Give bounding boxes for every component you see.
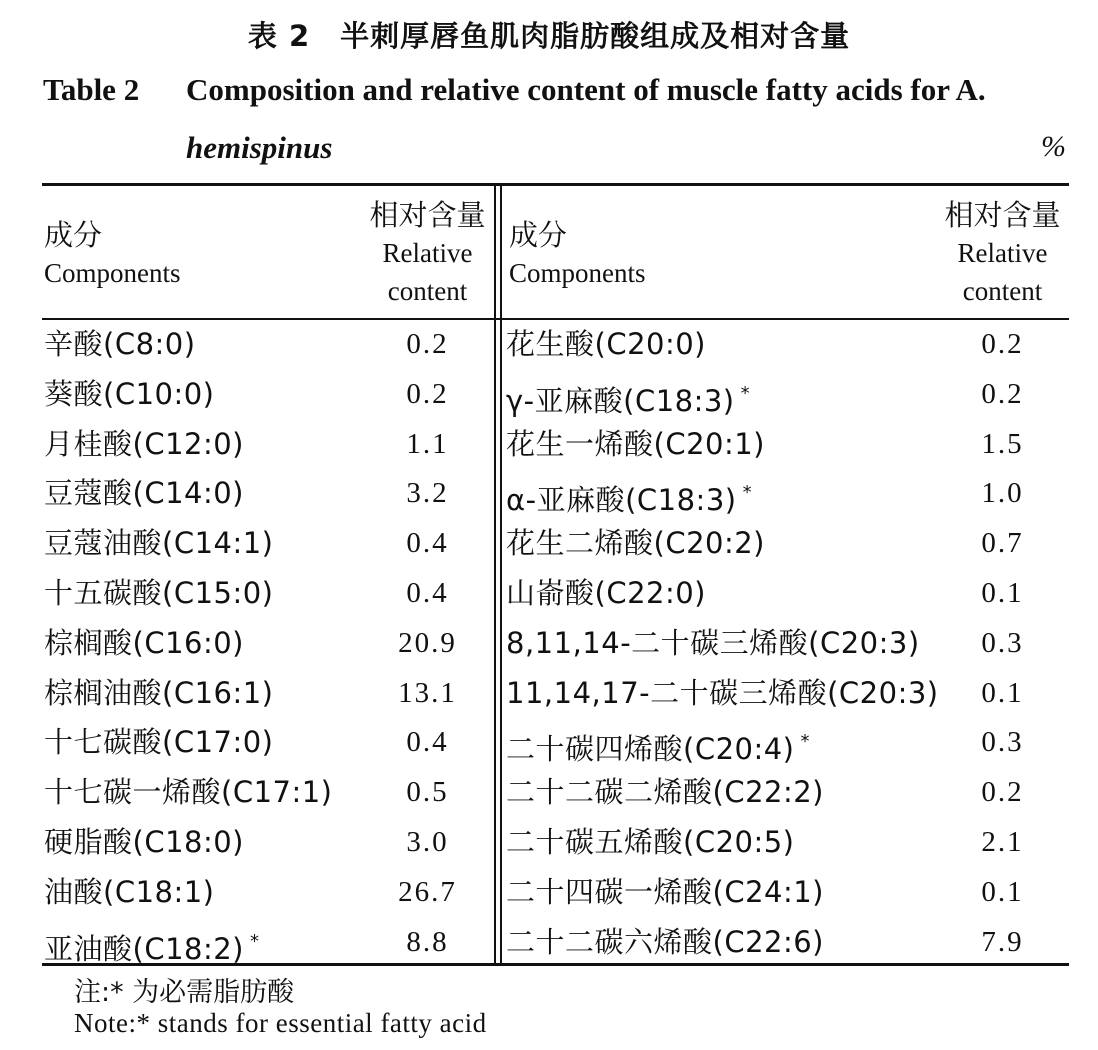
value-text: 0.2 [406, 328, 449, 360]
component-name-left [44, 916, 260, 975]
component-name-right [506, 816, 795, 868]
value-text: 2.1 [981, 825, 1024, 858]
relative-content-right [935, 866, 1070, 918]
relative-content-right [935, 318, 1070, 370]
component-text: 棕榈油酸(C16:1) [44, 675, 274, 710]
component-name-left [44, 667, 274, 719]
header-comp-en: Components [44, 258, 181, 288]
value-text: 0.7 [981, 527, 1024, 560]
header-value-left [360, 196, 495, 310]
value-text: 3.2 [406, 477, 449, 510]
relative-content-right [935, 567, 1070, 619]
component-text: 豆蔻酸(C14:0) [44, 476, 244, 511]
relative-content-left [360, 667, 495, 719]
relative-content-left [360, 766, 495, 818]
relative-content-left [360, 318, 495, 370]
component-text: 二十四碳一烯酸(C24:1) [506, 874, 824, 909]
component-text: 硬脂酸(C18:0) [44, 824, 244, 859]
note-cn: 注:* 为必需脂肪酸 [74, 977, 295, 1008]
table-row [0, 567, 1098, 617]
component-text: 月桂酸(C12:0) [44, 426, 244, 461]
component-name-right [506, 667, 939, 719]
table-row [0, 318, 1098, 368]
table-row [0, 368, 1098, 418]
component-text: 二十碳四烯酸(C20:4) [506, 732, 795, 767]
value-text: 0.3 [981, 626, 1024, 659]
table-title-cn: 表 2 半刺厚唇鱼肌肉脂肪酸组成及相对含量 [247, 19, 851, 53]
component-name-right [506, 567, 706, 619]
header-comp-cn: 成分 [509, 218, 568, 252]
table-row [0, 517, 1098, 567]
component-text: 亚油酸(C18:2) [44, 931, 244, 966]
relative-content-right [935, 418, 1070, 470]
relative-content-left [360, 467, 495, 519]
component-name-right [506, 916, 824, 968]
table-row [0, 667, 1098, 717]
value-text: 20.9 [398, 626, 457, 659]
component-name-left [44, 517, 274, 569]
table-row [0, 816, 1098, 866]
component-text: 葵酸(C10:0) [44, 376, 215, 411]
value-text: 0.3 [981, 726, 1024, 759]
value-text: 0.1 [981, 676, 1024, 709]
value-text: 8.8 [406, 925, 449, 958]
component-name-right [506, 318, 706, 370]
table-row [0, 467, 1098, 517]
component-text: 花生二烯酸(C20:2) [506, 526, 765, 561]
table-row [0, 716, 1098, 766]
component-text: α-亚麻酸(C18:3) [506, 483, 737, 518]
top-rule [42, 183, 1069, 186]
component-text: 花生一烯酸(C20:1) [506, 426, 765, 461]
table-title-en-line1: Composition and relative content of muscle fatty acids for A. [186, 72, 986, 107]
relative-content-left [360, 368, 495, 420]
relative-content-left [360, 617, 495, 669]
value-text: 0.2 [981, 328, 1024, 360]
component-text: 豆蔻油酸(C14:1) [44, 526, 274, 561]
component-name-left [44, 866, 215, 918]
component-name-left [44, 368, 215, 420]
header-val-cn: 相对含量 [944, 198, 1061, 232]
component-name-left [44, 418, 244, 470]
component-name-left [44, 816, 244, 868]
component-name-left [44, 766, 333, 818]
value-text: 0.2 [981, 776, 1024, 809]
component-name-left [44, 318, 196, 370]
table-row [0, 866, 1098, 916]
table-body [0, 318, 1098, 965]
table-title-en [43, 72, 1063, 108]
header-components-left [44, 216, 181, 292]
component-text: 二十二碳二烯酸(C22:2) [506, 775, 824, 810]
component-text: 十七碳一烯酸(C17:1) [44, 775, 333, 810]
value-text: 0.5 [406, 776, 449, 809]
table-row [0, 418, 1098, 468]
unit-label: % [1041, 130, 1066, 163]
component-text: 8,11,14-二十碳三烯酸(C20:3) [506, 625, 920, 660]
value-text: 0.2 [406, 377, 449, 410]
relative-content-right [935, 617, 1070, 669]
value-text: 0.1 [981, 576, 1024, 609]
relative-content-left [360, 567, 495, 619]
relative-content-right [935, 667, 1070, 719]
component-name-right [506, 766, 824, 818]
component-name-right [506, 866, 824, 918]
component-name-right [506, 517, 765, 569]
relative-content-left [360, 517, 495, 569]
header-val-en2: content [962, 276, 1043, 306]
component-name-right [506, 617, 920, 669]
table-title-en-line2: hemispinus [186, 130, 333, 165]
relative-content-left [360, 816, 495, 868]
essential-marker: * [742, 482, 753, 504]
component-text: 棕榈酸(C16:0) [44, 625, 244, 660]
value-text: 1.5 [981, 427, 1024, 460]
relative-content-right [935, 368, 1070, 420]
table-row [0, 766, 1098, 816]
value-text: 0.4 [406, 576, 449, 609]
component-text: 山嵛酸(C22:0) [506, 575, 706, 610]
header-value-right [935, 196, 1070, 310]
component-text: 油酸(C18:1) [44, 874, 215, 909]
relative-content-right [935, 716, 1070, 768]
component-text: 二十二碳六烯酸(C22:6) [506, 924, 824, 959]
value-text: 0.2 [981, 377, 1024, 410]
header-components-right [509, 216, 646, 292]
component-name-left [44, 617, 244, 669]
relative-content-right [935, 517, 1070, 569]
essential-marker: * [250, 930, 260, 952]
component-text: 十五碳酸(C15:0) [44, 575, 274, 610]
component-text: γ-亚麻酸(C18:3) [506, 383, 735, 418]
component-name-left [44, 716, 274, 768]
component-name-left [44, 467, 244, 519]
relative-content-right [935, 816, 1070, 868]
component-text: 二十碳五烯酸(C20:5) [506, 824, 795, 859]
header-val-cn: 相对含量 [369, 198, 486, 232]
relative-content-left [360, 916, 495, 968]
value-text: 1.1 [406, 427, 449, 460]
table-row [0, 617, 1098, 667]
component-name-left [44, 567, 274, 619]
component-text: 11,14,17-二十碳三烯酸(C20:3) [506, 675, 939, 710]
header-val-en2: content [387, 276, 468, 306]
component-text: 花生酸(C20:0) [506, 327, 706, 361]
relative-content-left [360, 866, 495, 918]
relative-content-left [360, 716, 495, 768]
value-text: 13.1 [398, 676, 457, 709]
value-text: 0.4 [406, 527, 449, 560]
value-text: 7.9 [981, 925, 1024, 958]
relative-content-left [360, 418, 495, 470]
essential-marker: * [740, 382, 751, 404]
value-text: 3.0 [406, 825, 449, 858]
component-text: 辛酸(C8:0) [44, 327, 196, 361]
value-text: 1.0 [981, 477, 1024, 510]
table-label: Table 2 [43, 72, 140, 107]
relative-content-right [935, 766, 1070, 818]
table-row [0, 916, 1098, 966]
header-comp-cn: 成分 [44, 218, 103, 252]
relative-content-right [935, 916, 1070, 968]
header-val-en1: Relative [957, 238, 1048, 268]
relative-content-right [935, 467, 1070, 519]
component-text: 十七碳酸(C17:0) [44, 725, 274, 760]
note-en: Note:* stands for essential fatty acid [74, 1008, 487, 1038]
component-name-right [506, 418, 765, 470]
value-text: 0.1 [981, 875, 1024, 908]
essential-marker: * [800, 731, 810, 753]
value-text: 0.4 [406, 726, 449, 759]
value-text: 26.7 [398, 875, 457, 908]
header-val-en1: Relative [382, 238, 473, 268]
header-comp-en: Components [509, 258, 646, 288]
